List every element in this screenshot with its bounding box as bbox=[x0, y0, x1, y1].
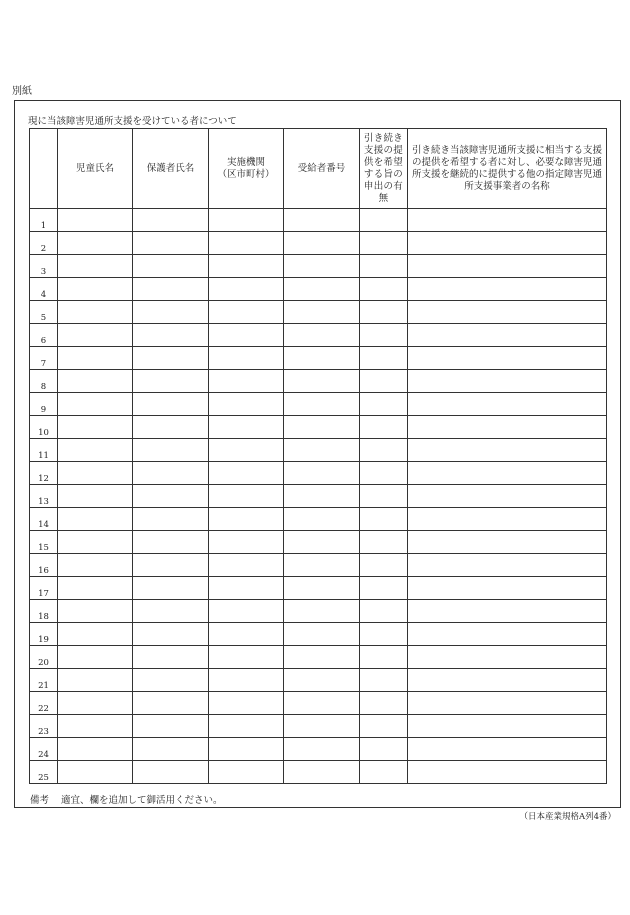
roster-table bbox=[29, 128, 607, 784]
continuation-request-cell[interactable] bbox=[360, 278, 408, 301]
continuation-request-cell[interactable] bbox=[360, 324, 408, 347]
recipient-number-cell[interactable] bbox=[284, 531, 360, 554]
continuation-request-cell[interactable] bbox=[360, 577, 408, 600]
recipient-number-cell[interactable] bbox=[284, 301, 360, 324]
other-provider-cell[interactable] bbox=[408, 462, 607, 485]
other-provider-cell[interactable] bbox=[408, 623, 607, 646]
child-name-cell[interactable] bbox=[58, 531, 133, 554]
table-row bbox=[30, 761, 607, 784]
guardian-name-cell[interactable] bbox=[133, 462, 209, 485]
table-row bbox=[30, 600, 607, 623]
guardian-name-cell[interactable] bbox=[133, 255, 209, 278]
document-label: 別紙 bbox=[12, 86, 32, 97]
agency-cell[interactable] bbox=[209, 301, 284, 324]
agency-cell[interactable] bbox=[209, 278, 284, 301]
recipient-number-cell[interactable] bbox=[284, 669, 360, 692]
recipient-number-cell[interactable] bbox=[284, 623, 360, 646]
continuation-request-cell[interactable] bbox=[360, 301, 408, 324]
row-number: 17 bbox=[30, 577, 58, 600]
recipient-number-cell[interactable] bbox=[284, 416, 360, 439]
guardian-name-cell[interactable] bbox=[133, 761, 209, 784]
row-number: 12 bbox=[30, 462, 58, 485]
continuation-request-cell[interactable] bbox=[360, 600, 408, 623]
other-provider-cell[interactable] bbox=[408, 669, 607, 692]
child-name-cell[interactable] bbox=[58, 324, 133, 347]
table-title: 現に当該障害児通所支援を受けている者について bbox=[28, 116, 237, 127]
other-provider-cell[interactable] bbox=[408, 301, 607, 324]
guardian-name-cell[interactable] bbox=[133, 577, 209, 600]
continuation-request-cell[interactable] bbox=[360, 738, 408, 761]
table-row bbox=[30, 255, 607, 278]
header-other-provider: 引き続き当該障害児通所支援に相当する支援の提供を希望する者に対し、必要な障害児通所支援を継続的に提供する他の指定障害児通所支援事業者の名称 bbox=[408, 129, 607, 209]
row-number: 14 bbox=[30, 508, 58, 531]
child-name-cell[interactable] bbox=[58, 209, 133, 232]
recipient-number-cell[interactable] bbox=[284, 508, 360, 531]
table-row bbox=[30, 232, 607, 255]
continuation-request-cell[interactable] bbox=[360, 462, 408, 485]
remarks-text: 適宜、欄を追加して御活用ください。 bbox=[61, 795, 223, 806]
guardian-name-cell[interactable] bbox=[133, 669, 209, 692]
recipient-number-cell[interactable] bbox=[284, 462, 360, 485]
agency-cell[interactable] bbox=[209, 416, 284, 439]
row-number: 3 bbox=[30, 255, 58, 278]
row-number: 2 bbox=[30, 232, 58, 255]
table-row bbox=[30, 669, 607, 692]
continuation-request-cell[interactable] bbox=[360, 209, 408, 232]
recipient-number-cell[interactable] bbox=[284, 738, 360, 761]
continuation-request-cell[interactable] bbox=[360, 439, 408, 462]
continuation-request-cell[interactable] bbox=[360, 347, 408, 370]
row-number: 20 bbox=[30, 646, 58, 669]
paper-size-note: （日本産業規格A列4番） bbox=[519, 812, 616, 822]
row-number: 18 bbox=[30, 600, 58, 623]
guardian-name-cell[interactable] bbox=[133, 439, 209, 462]
guardian-name-cell[interactable] bbox=[133, 623, 209, 646]
table-row bbox=[30, 531, 607, 554]
child-name-cell[interactable] bbox=[58, 347, 133, 370]
row-number: 15 bbox=[30, 531, 58, 554]
row-number: 22 bbox=[30, 692, 58, 715]
other-provider-cell[interactable] bbox=[408, 416, 607, 439]
header-agency: 実施機関 （区市町村） bbox=[209, 129, 284, 209]
recipient-number-cell[interactable] bbox=[284, 554, 360, 577]
header-number bbox=[30, 129, 58, 209]
table-row bbox=[30, 393, 607, 416]
child-name-cell[interactable] bbox=[58, 485, 133, 508]
recipient-number-cell[interactable] bbox=[284, 600, 360, 623]
row-number: 8 bbox=[30, 370, 58, 393]
child-name-cell[interactable] bbox=[58, 278, 133, 301]
agency-cell[interactable] bbox=[209, 761, 284, 784]
child-name-cell[interactable] bbox=[58, 623, 133, 646]
agency-cell[interactable] bbox=[209, 393, 284, 416]
other-provider-cell[interactable] bbox=[408, 600, 607, 623]
roster-body bbox=[30, 209, 607, 784]
table-row bbox=[30, 347, 607, 370]
child-name-cell[interactable] bbox=[58, 370, 133, 393]
continuation-request-cell[interactable] bbox=[360, 416, 408, 439]
other-provider-cell[interactable] bbox=[408, 439, 607, 462]
header-guardian-name: 保護者氏名 bbox=[133, 129, 209, 209]
child-name-cell[interactable] bbox=[58, 554, 133, 577]
row-number: 11 bbox=[30, 439, 58, 462]
continuation-request-cell[interactable] bbox=[360, 692, 408, 715]
row-number: 5 bbox=[30, 301, 58, 324]
child-name-cell[interactable] bbox=[58, 462, 133, 485]
continuation-request-cell[interactable] bbox=[360, 646, 408, 669]
recipient-number-cell[interactable] bbox=[284, 692, 360, 715]
guardian-name-cell[interactable] bbox=[133, 554, 209, 577]
child-name-cell[interactable] bbox=[58, 393, 133, 416]
agency-cell[interactable] bbox=[209, 600, 284, 623]
guardian-name-cell[interactable] bbox=[133, 692, 209, 715]
row-number: 19 bbox=[30, 623, 58, 646]
other-provider-cell[interactable] bbox=[408, 692, 607, 715]
recipient-number-cell[interactable] bbox=[284, 577, 360, 600]
agency-cell[interactable] bbox=[209, 577, 284, 600]
other-provider-cell[interactable] bbox=[408, 485, 607, 508]
other-provider-cell[interactable] bbox=[408, 508, 607, 531]
header-row bbox=[30, 129, 607, 209]
other-provider-cell[interactable] bbox=[408, 531, 607, 554]
recipient-number-cell[interactable] bbox=[284, 715, 360, 738]
recipient-number-cell[interactable] bbox=[284, 485, 360, 508]
recipient-number-cell[interactable] bbox=[284, 255, 360, 278]
continuation-request-cell[interactable] bbox=[360, 370, 408, 393]
row-number: 13 bbox=[30, 485, 58, 508]
table-row bbox=[30, 462, 607, 485]
agency-cell[interactable] bbox=[209, 370, 284, 393]
guardian-name-cell[interactable] bbox=[133, 301, 209, 324]
table-row bbox=[30, 278, 607, 301]
guardian-name-cell[interactable] bbox=[133, 416, 209, 439]
continuation-request-cell[interactable] bbox=[360, 715, 408, 738]
other-provider-cell[interactable] bbox=[408, 738, 607, 761]
table-row bbox=[30, 416, 607, 439]
continuation-request-cell[interactable] bbox=[360, 485, 408, 508]
guardian-name-cell[interactable] bbox=[133, 646, 209, 669]
agency-cell[interactable] bbox=[209, 209, 284, 232]
recipient-number-cell[interactable] bbox=[284, 278, 360, 301]
other-provider-cell[interactable] bbox=[408, 324, 607, 347]
header-recipient-number: 受給者番号 bbox=[284, 129, 360, 209]
row-number: 6 bbox=[30, 324, 58, 347]
other-provider-cell[interactable] bbox=[408, 370, 607, 393]
guardian-name-cell[interactable] bbox=[133, 531, 209, 554]
recipient-number-cell[interactable] bbox=[284, 232, 360, 255]
row-number: 9 bbox=[30, 393, 58, 416]
recipient-number-cell[interactable] bbox=[284, 646, 360, 669]
child-name-cell[interactable] bbox=[58, 508, 133, 531]
guardian-name-cell[interactable] bbox=[133, 370, 209, 393]
other-provider-cell[interactable] bbox=[408, 278, 607, 301]
child-name-cell[interactable] bbox=[58, 600, 133, 623]
child-name-cell[interactable] bbox=[58, 439, 133, 462]
guardian-name-cell[interactable] bbox=[133, 600, 209, 623]
row-number: 25 bbox=[30, 761, 58, 784]
recipient-number-cell[interactable] bbox=[284, 370, 360, 393]
other-provider-cell[interactable] bbox=[408, 761, 607, 784]
table-row bbox=[30, 577, 607, 600]
child-name-cell[interactable] bbox=[58, 761, 133, 784]
guardian-name-cell[interactable] bbox=[133, 278, 209, 301]
agency-cell[interactable] bbox=[209, 554, 284, 577]
table-row bbox=[30, 554, 607, 577]
agency-cell[interactable] bbox=[209, 508, 284, 531]
guardian-name-cell[interactable] bbox=[133, 209, 209, 232]
child-name-cell[interactable] bbox=[58, 577, 133, 600]
row-number: 10 bbox=[30, 416, 58, 439]
table-row bbox=[30, 209, 607, 232]
remarks bbox=[30, 795, 223, 807]
table-row bbox=[30, 646, 607, 669]
header-continuation-request: 引き続き支援の提供を希望する旨の申出の有無 bbox=[360, 129, 408, 209]
other-provider-cell[interactable] bbox=[408, 554, 607, 577]
agency-cell[interactable] bbox=[209, 646, 284, 669]
child-name-cell[interactable] bbox=[58, 646, 133, 669]
recipient-number-cell[interactable] bbox=[284, 347, 360, 370]
table-row bbox=[30, 715, 607, 738]
other-provider-cell[interactable] bbox=[408, 393, 607, 416]
table-row bbox=[30, 324, 607, 347]
agency-cell[interactable] bbox=[209, 669, 284, 692]
recipient-number-cell[interactable] bbox=[284, 761, 360, 784]
other-provider-cell[interactable] bbox=[408, 646, 607, 669]
agency-cell[interactable] bbox=[209, 485, 284, 508]
guardian-name-cell[interactable] bbox=[133, 324, 209, 347]
other-provider-cell[interactable] bbox=[408, 347, 607, 370]
agency-cell[interactable] bbox=[209, 232, 284, 255]
other-provider-cell[interactable] bbox=[408, 577, 607, 600]
other-provider-cell[interactable] bbox=[408, 255, 607, 278]
guardian-name-cell[interactable] bbox=[133, 508, 209, 531]
continuation-request-cell[interactable] bbox=[360, 232, 408, 255]
guardian-name-cell[interactable] bbox=[133, 232, 209, 255]
agency-cell[interactable] bbox=[209, 255, 284, 278]
recipient-number-cell[interactable] bbox=[284, 439, 360, 462]
child-name-cell[interactable] bbox=[58, 692, 133, 715]
agency-cell[interactable] bbox=[209, 462, 284, 485]
agency-cell[interactable] bbox=[209, 347, 284, 370]
table-row bbox=[30, 485, 607, 508]
remarks-label: 備考 bbox=[30, 795, 50, 806]
child-name-cell[interactable] bbox=[58, 255, 133, 278]
child-name-cell[interactable] bbox=[58, 669, 133, 692]
agency-cell[interactable] bbox=[209, 324, 284, 347]
row-number: 23 bbox=[30, 715, 58, 738]
row-number: 1 bbox=[30, 209, 58, 232]
other-provider-cell[interactable] bbox=[408, 715, 607, 738]
table-row bbox=[30, 508, 607, 531]
agency-cell[interactable] bbox=[209, 439, 284, 462]
guardian-name-cell[interactable] bbox=[133, 347, 209, 370]
table-row bbox=[30, 692, 607, 715]
continuation-request-cell[interactable] bbox=[360, 761, 408, 784]
continuation-request-cell[interactable] bbox=[360, 554, 408, 577]
agency-cell[interactable] bbox=[209, 715, 284, 738]
table-row bbox=[30, 623, 607, 646]
child-name-cell[interactable] bbox=[58, 232, 133, 255]
row-number: 21 bbox=[30, 669, 58, 692]
child-name-cell[interactable] bbox=[58, 715, 133, 738]
continuation-request-cell[interactable] bbox=[360, 669, 408, 692]
continuation-request-cell[interactable] bbox=[360, 531, 408, 554]
agency-cell[interactable] bbox=[209, 738, 284, 761]
continuation-request-cell[interactable] bbox=[360, 623, 408, 646]
recipient-number-cell[interactable] bbox=[284, 324, 360, 347]
continuation-request-cell[interactable] bbox=[360, 255, 408, 278]
other-provider-cell[interactable] bbox=[408, 209, 607, 232]
row-number: 16 bbox=[30, 554, 58, 577]
continuation-request-cell[interactable] bbox=[360, 393, 408, 416]
guardian-name-cell[interactable] bbox=[133, 485, 209, 508]
child-name-cell[interactable] bbox=[58, 301, 133, 324]
agency-cell[interactable] bbox=[209, 692, 284, 715]
guardian-name-cell[interactable] bbox=[133, 393, 209, 416]
recipient-number-cell[interactable] bbox=[284, 209, 360, 232]
table-row bbox=[30, 301, 607, 324]
guardian-name-cell[interactable] bbox=[133, 738, 209, 761]
table-row bbox=[30, 439, 607, 462]
row-number: 4 bbox=[30, 278, 58, 301]
guardian-name-cell[interactable] bbox=[133, 715, 209, 738]
recipient-number-cell[interactable] bbox=[284, 393, 360, 416]
agency-cell[interactable] bbox=[209, 531, 284, 554]
row-number: 24 bbox=[30, 738, 58, 761]
row-number: 7 bbox=[30, 347, 58, 370]
other-provider-cell[interactable] bbox=[408, 232, 607, 255]
agency-cell[interactable] bbox=[209, 623, 284, 646]
continuation-request-cell[interactable] bbox=[360, 508, 408, 531]
header-child-name: 児童氏名 bbox=[58, 129, 133, 209]
table-row bbox=[30, 370, 607, 393]
table-row bbox=[30, 738, 607, 761]
child-name-cell[interactable] bbox=[58, 738, 133, 761]
child-name-cell[interactable] bbox=[58, 416, 133, 439]
